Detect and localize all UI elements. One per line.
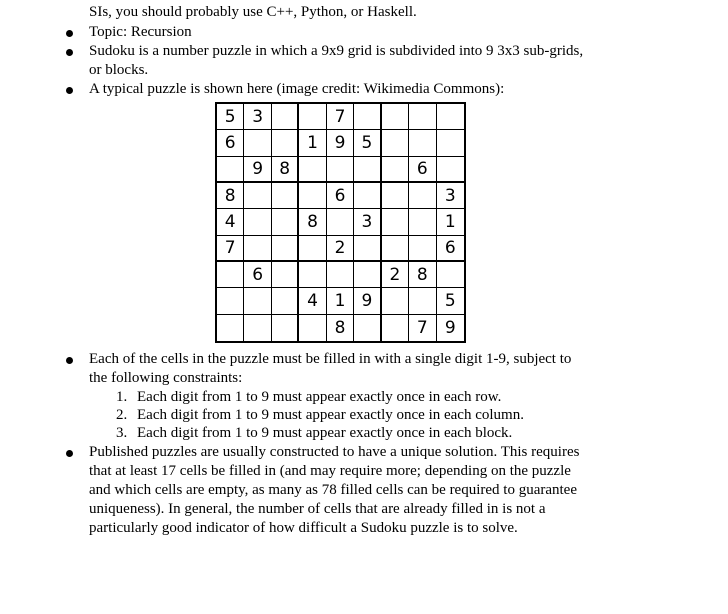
sudoku-cell — [299, 183, 326, 209]
sudoku-cell — [244, 209, 271, 235]
sudoku-cell — [382, 130, 409, 156]
sudoku-cell — [299, 236, 326, 262]
sudoku-cell: 5 — [437, 288, 464, 314]
published-line-2: that at least 17 cells be filled in (and may require more; depending on the puzzle — [89, 463, 571, 479]
sudoku-cell — [409, 288, 436, 314]
sudoku-cell — [409, 236, 436, 262]
sudoku-cell — [354, 157, 381, 183]
sudoku-cell — [437, 262, 464, 288]
sudoku-cell: 7 — [409, 315, 436, 341]
sudoku-cell — [272, 262, 299, 288]
sudoku-cell: 1 — [437, 209, 464, 235]
sudoku-cell: 9 — [354, 288, 381, 314]
sudoku-cell — [299, 104, 326, 130]
sudoku-cell — [244, 288, 271, 314]
sudoku-cell: 8 — [327, 315, 354, 341]
sudoku-cell: 9 — [444, 317, 456, 338]
sudoku-cell — [354, 262, 381, 288]
sudoku-cell — [272, 104, 299, 130]
sudoku-cell — [327, 209, 354, 235]
sudoku-cell: 3 — [437, 183, 464, 209]
sudoku-cell — [409, 183, 436, 209]
sudoku-cell: 9 — [327, 130, 354, 156]
sudoku-cell: 6 — [437, 236, 464, 262]
sudoku-cell: 6 — [409, 157, 436, 183]
sudoku-definition-line-2: or blocks. — [89, 62, 149, 78]
bullet-icon — [66, 357, 73, 364]
bullet-icon — [66, 49, 73, 56]
constraint-text: Each digit from 1 to 9 must appear exactly once in each row. — [137, 389, 502, 405]
sudoku-cell — [437, 157, 464, 183]
sudoku-cell — [409, 104, 436, 130]
sudoku-cell — [272, 288, 299, 314]
typical-puzzle-line: A typical puzzle is shown here (image credit: Wikimedia Commons): — [89, 81, 505, 97]
sudoku-cell — [382, 183, 409, 209]
constraint-text: Each digit from 1 to 9 must appear exactly once in each block. — [137, 425, 513, 441]
sudoku-cell: 8 — [299, 209, 326, 235]
sudoku-cell — [354, 104, 381, 130]
sudoku-cell — [272, 130, 299, 156]
sudoku-cell — [272, 315, 299, 341]
sudoku-cell: 5 — [354, 130, 381, 156]
sudoku-cell — [354, 315, 381, 341]
sudoku-cell: 1 — [327, 288, 354, 314]
bullet-icon — [66, 87, 73, 94]
published-line-4: uniqueness). In general, the number of cells that are already filled in is not a — [89, 501, 546, 517]
sudoku-cell: 5 — [217, 104, 244, 130]
sudoku-cell — [244, 315, 271, 341]
sudoku-cell: 4 — [299, 288, 326, 314]
sudoku-cell — [244, 130, 271, 156]
sudoku-cell — [409, 130, 436, 156]
intro-tail-line: SIs, you should probably use C++, Python, or Haskell. — [89, 4, 417, 20]
sudoku-cell — [327, 157, 354, 183]
sudoku-cell — [354, 183, 381, 209]
sudoku-cell: 2 — [327, 236, 354, 262]
published-line-3: and which cells are empty, as many as 78 filled cells can be required to guarantee — [89, 482, 577, 498]
topic-line: Topic: Recursion — [89, 24, 192, 40]
sudoku-cell — [437, 104, 464, 130]
sudoku-cell — [354, 236, 381, 262]
sudoku-cell — [382, 104, 409, 130]
constraint-number: 1. — [116, 389, 128, 405]
constraint-number: 2. — [116, 407, 128, 423]
sudoku-cell — [217, 157, 244, 183]
sudoku-cell — [382, 209, 409, 235]
sudoku-cell: 6 — [217, 130, 244, 156]
sudoku-cell — [382, 315, 409, 341]
sudoku-cell: 6 — [327, 183, 354, 209]
sudoku-cell: 6 — [244, 262, 271, 288]
sudoku-cell — [382, 288, 409, 314]
sudoku-cell — [299, 157, 326, 183]
sudoku-definition-line-1: Sudoku is a number puzzle in which a 9x9 grid is subdivided into 9 3x3 sub-grids, — [89, 43, 584, 59]
sudoku-cell — [272, 236, 299, 262]
sudoku-cell: 7 — [217, 236, 244, 262]
sudoku-cell: 9 — [244, 157, 271, 183]
sudoku-cell — [244, 236, 271, 262]
sudoku-cell — [217, 288, 244, 314]
sudoku-cell — [327, 262, 354, 288]
sudoku-cell — [244, 183, 271, 209]
bullet-icon — [66, 450, 73, 457]
sudoku-cell: 1 — [299, 130, 326, 156]
published-line-1: Published puzzles are usually constructed to have a unique solution. This requires — [89, 444, 580, 460]
sudoku-cell: 3 — [354, 209, 381, 235]
constraint-text: Each digit from 1 to 9 must appear exactly once in each column. — [137, 407, 524, 423]
sudoku-cell: 3 — [244, 104, 271, 130]
sudoku-grid — [215, 102, 466, 343]
bullet-icon — [66, 30, 73, 37]
sudoku-cell — [382, 157, 409, 183]
cells-fill-line-2: the following constraints: — [89, 370, 243, 386]
sudoku-cell: 4 — [217, 209, 244, 235]
sudoku-cell — [409, 209, 436, 235]
published-line-5: particularly good indicator of how difficult a Sudoku puzzle is to solve. — [89, 520, 518, 536]
constraint-number: 3. — [116, 425, 128, 441]
sudoku-cell: 8 — [409, 262, 436, 288]
sudoku-cell — [299, 262, 326, 288]
sudoku-cell: 7 — [327, 104, 354, 130]
sudoku-cell — [437, 130, 464, 156]
sudoku-cell — [272, 183, 299, 209]
sudoku-cell — [299, 315, 326, 341]
sudoku-cell: 8 — [217, 183, 244, 209]
cells-fill-line-1: Each of the cells in the puzzle must be filled in with a single digit 1-9, subject to — [89, 351, 572, 367]
sudoku-cell — [382, 236, 409, 262]
sudoku-cell — [217, 262, 244, 288]
sudoku-cell: 2 — [382, 262, 409, 288]
sudoku-cell — [272, 209, 299, 235]
sudoku-cell — [217, 315, 244, 341]
sudoku-cell: 8 — [272, 157, 299, 183]
